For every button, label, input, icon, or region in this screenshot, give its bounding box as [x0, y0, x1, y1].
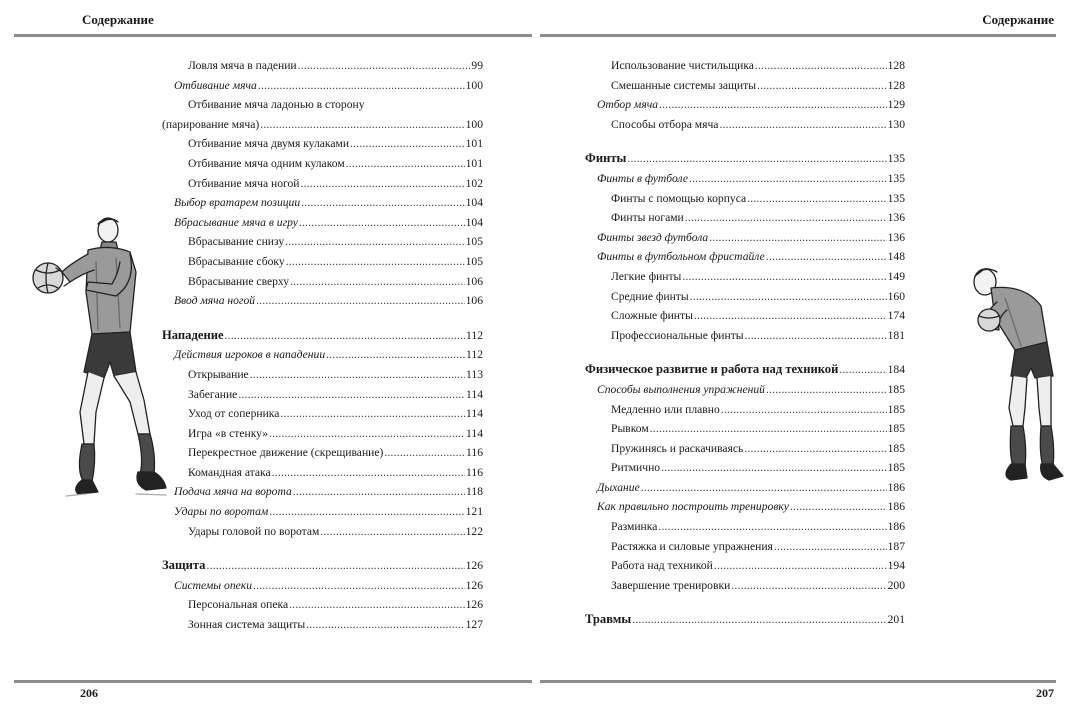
toc-entry-title: Отбивание мяча — [174, 78, 257, 92]
section-spacer — [162, 541, 483, 556]
table-of-contents — [585, 56, 905, 630]
toc-entry-title: Использование чистильщика — [611, 59, 754, 72]
toc-entry-title: Завершение тренировки — [611, 578, 731, 592]
toc-page-number: 114 — [466, 407, 483, 421]
dot-leader — [269, 424, 465, 444]
toc-subsection-entry — [585, 169, 905, 189]
toc-page-number: 114 — [466, 387, 483, 401]
dot-leader — [272, 463, 465, 483]
toc-item-entry — [585, 56, 905, 76]
toc-page-number: 194 — [887, 559, 905, 573]
dot-leader — [280, 404, 465, 424]
dot-leader — [260, 115, 464, 135]
toc-subsection-entry — [162, 576, 483, 596]
dot-leader — [744, 439, 886, 459]
dot-leader — [301, 193, 464, 213]
toc-subsection-entry — [585, 228, 905, 248]
page-number: 207 — [1036, 686, 1054, 700]
toc-subsection-entry — [162, 193, 483, 213]
toc-page-number: 129 — [887, 98, 905, 112]
toc-entry-title: Командная атака — [188, 465, 271, 479]
toc-section-entry — [585, 149, 905, 169]
toc-item-entry — [585, 537, 905, 557]
dot-leader — [238, 385, 465, 405]
dot-leader — [384, 443, 465, 463]
toc-entry-title: Способы отбора мяча — [611, 117, 719, 131]
toc-entry-title: Медленно или плавно — [611, 402, 720, 416]
toc-entry-title: Подача мяча на ворота — [174, 485, 292, 499]
toc-entry-title: Способы выполнения упражнений — [597, 382, 765, 396]
dot-leader — [627, 149, 886, 169]
dot-leader — [747, 189, 886, 209]
toc-subsection-entry — [162, 76, 483, 96]
header-rule — [14, 34, 532, 37]
toc-item-entry — [162, 385, 483, 405]
toc-item-entry — [162, 404, 483, 424]
toc-subsection-entry — [585, 95, 905, 115]
dot-leader — [299, 213, 465, 233]
toc-item-entry — [162, 56, 483, 76]
dot-leader — [298, 56, 471, 76]
toc-page-number: 126 — [465, 559, 483, 573]
toc-entry-title: Отбивание мяча ладонью в сторону — [188, 98, 365, 112]
toc-page-number: 130 — [887, 117, 905, 131]
toc-entry-title: Вбрасывание сверху — [188, 274, 290, 288]
toc-subsection-entry — [162, 291, 483, 311]
toc-page-number: 187 — [887, 539, 905, 553]
toc-page-number: 102 — [465, 176, 483, 190]
dot-leader — [839, 360, 886, 380]
dot-leader — [745, 326, 887, 346]
toc-entry-title: Отбор мяча — [597, 98, 659, 112]
toc-subsection-entry — [585, 380, 905, 400]
toc-page-number: 106 — [465, 274, 483, 288]
toc-entry-title: Финты — [585, 151, 627, 166]
toc-entry-title: Вбрасывание сбоку — [188, 254, 285, 268]
toc-subsection-entry — [162, 502, 483, 522]
dot-leader — [731, 576, 886, 596]
toc-entry-title: Отбивание мяча ногой — [188, 176, 300, 190]
toc-page-number: 104 — [465, 196, 483, 210]
player-holding-ball-illustration — [955, 258, 1065, 490]
dot-leader — [206, 556, 464, 576]
toc-item-entry — [162, 522, 483, 542]
page-number: 206 — [80, 686, 98, 700]
header-rule — [540, 34, 1056, 37]
toc-section-entry — [162, 326, 483, 346]
toc-item-entry — [585, 576, 905, 596]
toc-entry-title: Финты ногами — [611, 211, 684, 225]
toc-page-number: 105 — [465, 235, 483, 249]
toc-page-number: 185 — [887, 422, 905, 436]
toc-page-number: 160 — [887, 289, 905, 303]
toc-entry-title: Физическое развитие и работа над техникой — [585, 362, 839, 377]
toc-entry-title: Уход от соперника — [188, 407, 280, 421]
dot-leader — [709, 228, 886, 248]
toc-item-entry — [162, 252, 483, 272]
toc-entry-title: Защита — [162, 558, 206, 573]
toc-item-entry — [162, 154, 483, 174]
dot-leader — [766, 380, 887, 400]
toc-subsection-entry — [585, 478, 905, 498]
toc-item-entry — [585, 517, 905, 537]
toc-page-number: 105 — [465, 254, 483, 268]
dot-leader — [658, 517, 886, 537]
toc-entry-title: Как правильно построить тренировку — [597, 500, 789, 514]
toc-entry-title: Игра «в стенку» — [188, 426, 269, 440]
toc-entry-title: Пружинясь и раскачиваясь — [611, 441, 744, 455]
toc-entry-title: Ловля мяча в падении — [188, 59, 297, 72]
toc-page-number: 201 — [887, 613, 905, 627]
toc-entry-title: Вбрасывание мяча в игру — [174, 215, 298, 229]
dot-leader — [690, 287, 887, 307]
toc-section-entry — [585, 610, 905, 630]
dot-leader — [721, 400, 887, 420]
dot-leader — [269, 502, 464, 522]
running-header: Содержание — [982, 12, 1054, 27]
toc-entry-title: Отбивание мяча двумя кулаками — [188, 137, 350, 151]
dot-leader — [293, 482, 465, 502]
toc-entry-title: Финты в футбольном фристайле — [597, 250, 765, 264]
toc-entry-title: Системы опеки — [174, 578, 253, 592]
goalkeeper-catching-ball-illustration — [26, 212, 176, 497]
toc-entry-title: Разминка — [611, 520, 658, 534]
toc-page-number: 122 — [465, 524, 483, 538]
toc-item-entry — [162, 443, 483, 463]
dot-leader — [290, 272, 465, 292]
dot-leader — [757, 76, 887, 96]
section-spacer — [585, 595, 905, 610]
toc-section-entry — [585, 360, 905, 380]
toc-item-entry — [585, 439, 905, 459]
dot-leader — [306, 615, 464, 635]
toc-item-entry — [585, 458, 905, 478]
toc-entry-title: Удары головой по воротам — [188, 524, 320, 538]
dot-leader — [286, 252, 465, 272]
toc-entry-title: Растяжка и силовые упражнения — [611, 539, 773, 553]
toc-item-entry — [162, 463, 483, 483]
dot-leader — [632, 610, 886, 630]
toc-page-number: 126 — [465, 598, 483, 612]
toc-entry-title: Забегание — [188, 387, 238, 401]
toc-item-entry — [585, 326, 905, 346]
dot-leader — [225, 326, 465, 346]
dot-leader — [289, 595, 464, 615]
toc-entry-title: Сложные финты — [611, 309, 693, 323]
toc-item-entry — [162, 134, 483, 154]
toc-entry-title: Перекрестное движение (скрещивание) — [188, 446, 384, 460]
toc-page-number: 128 — [887, 78, 905, 92]
toc-page-number: 113 — [466, 367, 483, 381]
dot-leader — [300, 174, 464, 194]
toc-item-entry — [162, 595, 483, 615]
toc-entry-title: Легкие финты — [611, 269, 682, 283]
toc-subsection-entry — [585, 247, 905, 267]
toc-item-entry — [585, 208, 905, 228]
dot-leader — [346, 154, 465, 174]
toc-page-number: 200 — [887, 578, 905, 592]
toc-item-entry — [585, 115, 905, 135]
toc-subsection-entry — [162, 345, 483, 365]
toc-item-entry — [162, 365, 483, 385]
toc-subsection-entry — [585, 497, 905, 517]
toc-page-number: 148 — [887, 250, 905, 264]
toc-page-number: 185 — [887, 402, 905, 416]
toc-page-number: 126 — [465, 578, 483, 592]
toc-entry-title: Нападение — [162, 327, 224, 342]
dot-leader — [326, 345, 465, 365]
toc-page-number: 174 — [887, 309, 905, 323]
toc-entry-title: Финты с помощью корпуса — [611, 191, 747, 205]
toc-entry-title: Выбор вратарем позиции — [174, 196, 301, 210]
toc-entry-title: Финты звезд футбола — [597, 230, 709, 244]
toc-entry-title: Действия игроков в нападении — [174, 348, 326, 362]
toc-page-number: 116 — [466, 446, 483, 460]
toc-page-number: 112 — [466, 348, 483, 362]
dot-leader — [659, 95, 887, 115]
toc-page-number: 185 — [887, 382, 905, 396]
footer-rule — [540, 680, 1056, 683]
toc-page-number: 114 — [466, 426, 483, 440]
dot-leader — [689, 169, 887, 189]
toc-item-entry — [162, 272, 483, 292]
dot-leader — [258, 76, 465, 96]
toc-section-entry — [162, 556, 483, 576]
toc-page-number: 99 — [471, 59, 483, 72]
dot-leader — [253, 576, 465, 596]
toc-item-entry — [585, 189, 905, 209]
section-spacer — [585, 345, 905, 360]
toc-page-number: 128 — [887, 59, 905, 72]
toc-entry-title: Работа над техникой — [611, 559, 713, 573]
dot-leader — [790, 497, 887, 517]
section-spacer — [162, 311, 483, 326]
toc-page-number: 101 — [465, 156, 483, 170]
toc-page-number: 135 — [887, 152, 905, 166]
toc-entry-title: Персональная опека — [188, 598, 289, 612]
toc-entry-title: Смешанные системы защиты — [611, 78, 756, 92]
dot-leader — [694, 306, 887, 326]
toc-entry-title: Профессиональные финты — [611, 328, 744, 342]
toc-item-entry — [162, 115, 483, 135]
dot-leader — [641, 478, 887, 498]
toc-item-entry — [162, 615, 483, 635]
toc-entry-title: Травмы — [585, 612, 632, 627]
toc-page-number: 135 — [887, 191, 905, 205]
toc-entry-title: Удары по воротам — [174, 505, 269, 519]
dot-leader — [719, 115, 886, 135]
toc-entry-title: Рывком — [611, 422, 649, 436]
toc-page-number: 118 — [466, 485, 483, 499]
dot-leader — [650, 419, 887, 439]
dot-leader — [256, 291, 465, 311]
toc-page-number: 184 — [887, 363, 905, 377]
running-header: Содержание — [82, 12, 154, 27]
toc-item-entry — [585, 400, 905, 420]
dot-leader — [320, 522, 464, 542]
toc-page-number: 186 — [887, 500, 905, 514]
toc-item-entry — [162, 174, 483, 194]
footer-rule — [14, 680, 532, 683]
toc-page-number: 100 — [465, 117, 483, 131]
toc-entry-title: Отбивание мяча одним кулаком — [188, 156, 345, 170]
toc-item-entry — [162, 95, 483, 115]
toc-entry-title: (парирование мяча) — [162, 117, 260, 131]
toc-entry-title: Дыхание — [597, 480, 640, 494]
dot-leader — [774, 537, 887, 557]
toc-item-entry — [585, 76, 905, 96]
toc-page-number: 112 — [466, 328, 483, 342]
toc-entry-title: Открывание — [188, 367, 249, 381]
table-of-contents — [162, 56, 483, 635]
toc-entry-title: Вбрасывание снизу — [188, 235, 285, 249]
toc-item-entry — [585, 419, 905, 439]
toc-item-entry — [162, 424, 483, 444]
section-spacer — [585, 134, 905, 149]
dot-leader — [661, 458, 887, 478]
dot-leader — [285, 232, 464, 252]
toc-subsection-entry — [162, 213, 483, 233]
dot-leader — [714, 556, 887, 576]
dot-leader — [350, 134, 465, 154]
toc-entry-title: Зонная система защиты — [188, 618, 306, 632]
toc-page-number: 101 — [465, 137, 483, 151]
toc-page-number: 181 — [887, 328, 905, 342]
toc-page-number: 185 — [887, 461, 905, 475]
toc-entry-title: Финты в футболе — [597, 171, 688, 185]
dot-leader — [250, 365, 465, 385]
toc-page-number: 135 — [887, 171, 905, 185]
toc-page-number: 121 — [465, 505, 483, 519]
toc-item-entry — [585, 267, 905, 287]
toc-page-number: 136 — [887, 230, 905, 244]
dot-leader — [682, 267, 886, 287]
toc-page-number: 136 — [887, 211, 905, 225]
toc-page-number: 104 — [465, 215, 483, 229]
toc-page-number: 100 — [465, 78, 483, 92]
toc-page-number: 186 — [887, 520, 905, 534]
toc-item-entry — [162, 232, 483, 252]
right-page — [535, 0, 1070, 711]
dot-leader — [755, 56, 887, 76]
toc-page-number: 185 — [887, 441, 905, 455]
toc-entry-title: Ввод мяча ногой — [174, 294, 256, 308]
toc-item-entry — [585, 287, 905, 307]
toc-page-number: 149 — [887, 269, 905, 283]
toc-page-number: 106 — [465, 294, 483, 308]
toc-page-number: 116 — [466, 465, 483, 479]
dot-leader — [685, 208, 887, 228]
toc-item-entry — [585, 556, 905, 576]
toc-entry-title: Ритмично — [611, 461, 661, 475]
toc-subsection-entry — [162, 482, 483, 502]
dot-leader — [766, 247, 887, 267]
toc-page-number: 186 — [887, 480, 905, 494]
toc-item-entry — [585, 306, 905, 326]
toc-page-number: 127 — [465, 618, 483, 632]
toc-entry-title: Средние финты — [611, 289, 689, 303]
